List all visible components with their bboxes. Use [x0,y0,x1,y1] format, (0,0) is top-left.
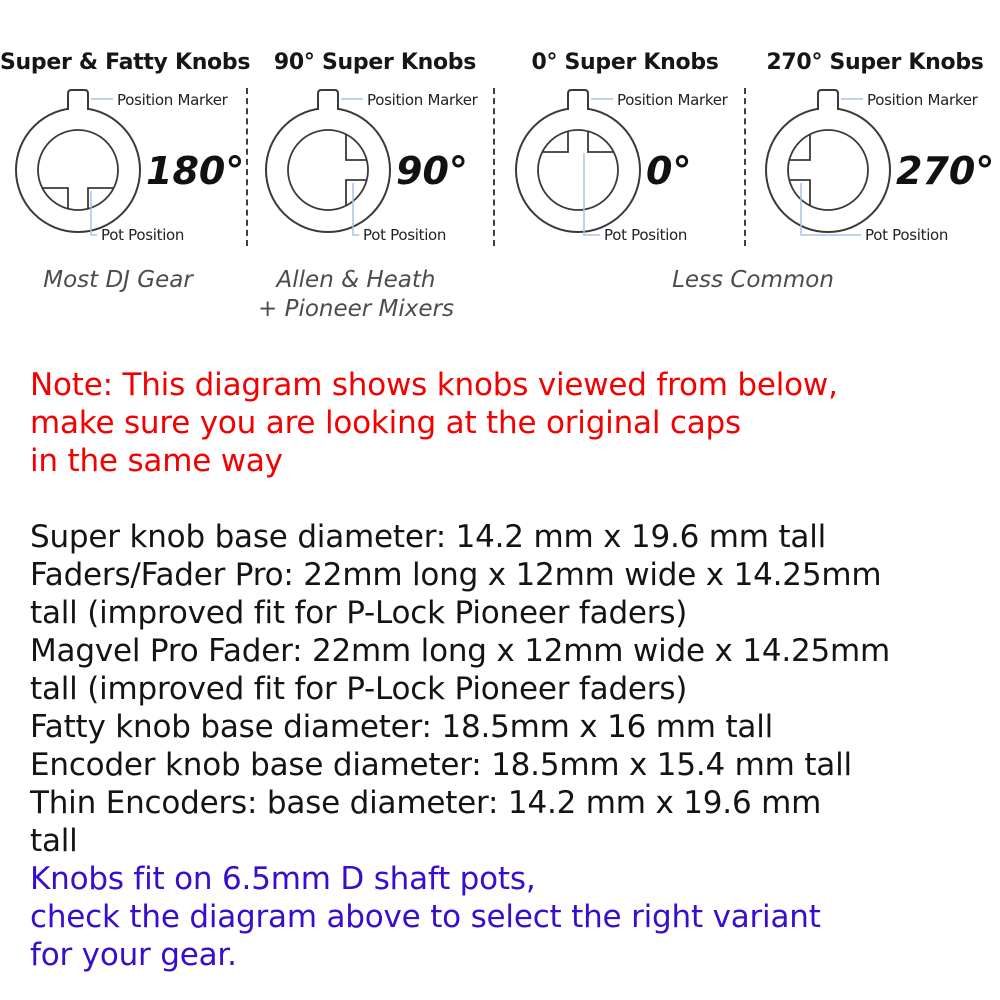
knob-caption-line: Allen & Heath [276,267,436,293]
section-divider-dashed-line [744,88,746,246]
knob-body-outline [766,108,890,232]
knob-diagram-270deg [750,84,1000,254]
knob-caption-line: Less Common [672,267,834,293]
note-text-block [30,366,1000,480]
knob-diagram-cell [500,84,750,254]
spec-line: Magvel Pro Fader: 22mm long x 12mm wide x 14.25mm [30,633,891,669]
note-line: in the same way [30,443,283,479]
pot-position-label: Pot Position [865,226,949,244]
note-line: Note: This diagram shows knobs viewed from below, [30,367,838,403]
spec-line: Encoder knob base diameter: 18.5mm x 15.4 mm tall [30,747,852,783]
spec-line: tall (improved fit for P-Lock Pioneer faders) [30,671,688,707]
angle-label: 180° [146,149,245,193]
knob-body-outline [516,108,640,232]
position-marker-tab [318,90,338,110]
knob-diagram-cell [0,84,250,254]
pot-position-label: Pot Position [604,226,688,244]
position-marker-tab [68,90,88,110]
knob-diagram-90deg [250,84,500,254]
text-column [0,366,1000,974]
position-marker-tab [818,90,838,110]
footer-line: check the diagram above to select the right variant [30,899,821,935]
spec-text-block [30,518,1000,860]
knob-diagram-row [0,84,1000,254]
knob-diagram-0deg [500,84,750,254]
position-marker-label: Position Marker [867,91,978,109]
knob-body-outline [16,108,140,232]
knob-body-outline [266,108,390,232]
knob-caption-line: Most DJ Gear [43,267,193,293]
footer-line: Knobs fit on 6.5mm D shaft pots, [30,861,536,897]
angle-label: 270° [896,149,995,193]
position-marker-label: Position Marker [617,91,728,109]
angle-label: 0° [646,149,692,193]
footer-text-block [30,860,1000,974]
knob-captions-row [0,254,1000,366]
spec-line: Faders/Fader Pro: 22mm long x 12mm wide x 14.25mm [30,557,882,593]
pot-position-label: Pot Position [101,226,185,244]
knob-titles-row [0,0,1000,84]
knob-title: 0° Super Knobs [531,50,719,75]
position-marker-label: Position Marker [367,91,478,109]
knob-diagram-cell [250,84,500,254]
knob-title: Super & Fatty Knobs [0,50,251,75]
knob-title: 90° Super Knobs [273,50,477,75]
knob-diagram-cell [750,84,1000,254]
footer-line: for your gear. [30,937,237,973]
note-line: make sure you are looking at the original caps [30,405,741,441]
spec-line: Super knob base diameter: 14.2 mm x 19.6 mm tall [30,519,827,555]
spec-line: Thin Encoders: base diameter: 14.2 mm x 19.6 mm [30,785,822,821]
knob-caption [43,266,193,295]
section-divider-dashed-line [493,88,495,246]
knob-caption [258,266,454,324]
spec-line: tall [30,823,78,859]
knob-title: 270° Super Knobs [766,50,984,75]
spec-line: Fatty knob base diameter: 18.5mm x 16 mm tall [30,709,774,745]
blank-line-spacer [30,480,1000,518]
pot-position-label: Pot Position [363,226,447,244]
knob-caption [672,266,834,295]
position-marker-tab [568,90,588,110]
section-divider-dashed-line [246,88,248,246]
position-marker-label: Position Marker [117,91,228,109]
knob-caption-line: + Pioneer Mixers [258,296,454,322]
knob-diagram-180deg [0,84,250,254]
spec-line: tall (improved fit for P-Lock Pioneer faders) [30,595,688,631]
angle-label: 90° [396,149,468,193]
